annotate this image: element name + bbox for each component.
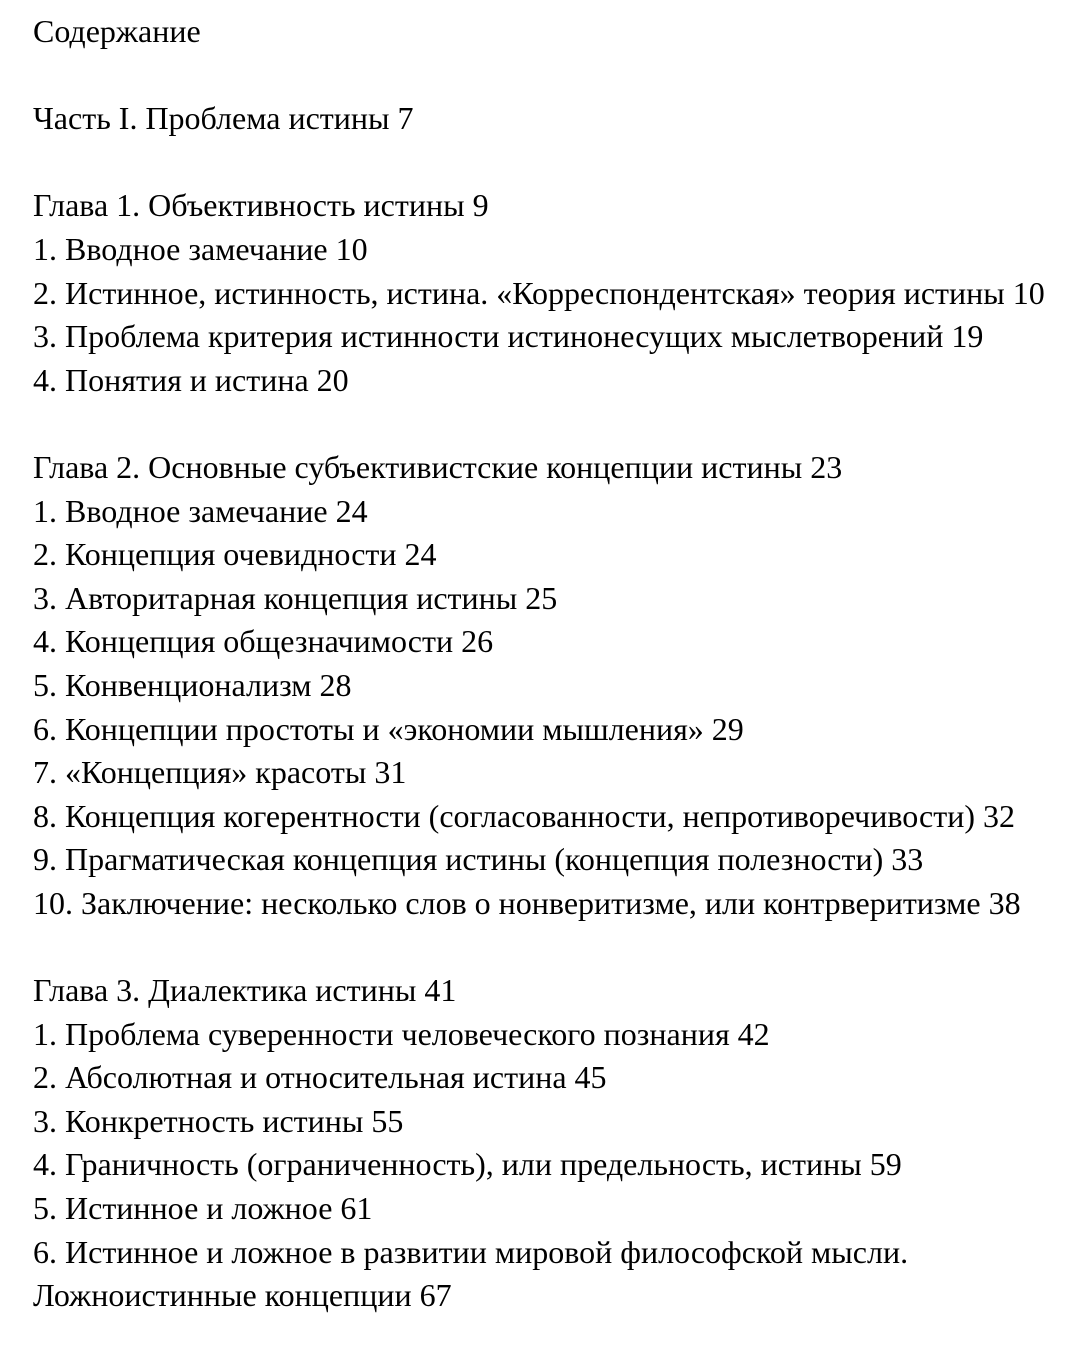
toc-chapter-heading: Глава 1. Объективность истины 9	[33, 187, 489, 224]
toc-entry: 3. Авторитарная концепция истины 25	[33, 579, 558, 616]
toc-lines	[33, 10, 1052, 1318]
toc-entry: 9. Прагматическая концепция истины (концепция полезности) 33	[33, 841, 924, 878]
toc-entry: 1. Вводное замечание 10	[33, 230, 368, 267]
toc-entry: 2. Концепция очевидности 24	[33, 536, 437, 573]
toc-chapter-heading: Глава 2. Основные субъективистские концепции истины 23	[33, 448, 843, 485]
toc-entry: 5. Конвенционализм 28	[33, 666, 352, 703]
blank-line	[33, 141, 1052, 185]
blank-line	[33, 402, 1052, 446]
toc-entry: 6. Концепции простоты и «экономии мышления» 29	[33, 710, 744, 747]
toc-entry: 10. Заключение: несколько слов о нонверитизме, или контрверитизме 38	[33, 884, 1021, 921]
toc-entry: 3. Проблема критерия истинности истинонесущих мыслетворений 19	[33, 318, 984, 355]
toc-title: Содержание	[33, 13, 201, 49]
toc-entry: 5. Истинное и ложное 61	[33, 1190, 373, 1227]
toc-entry: 1. Вводное замечание 24	[33, 492, 368, 529]
toc-chapter-heading: Глава 3. Диалектика истины 41	[33, 972, 457, 1009]
toc-entry: 3. Конкретность истины 55	[33, 1102, 404, 1139]
toc-part-heading: Часть I. Проблема истины 7	[33, 100, 414, 137]
toc-entry: 4. Концепция общезначимости 26	[33, 623, 494, 660]
blank-line	[33, 925, 1052, 969]
toc-entry: 4. Понятия и истина 20	[33, 361, 349, 398]
toc-entry: 2. Абсолютная и относительная истина 45	[33, 1059, 607, 1096]
toc-entry: 4. Граничность (ограниченность), или предельность, истины 59	[33, 1146, 902, 1183]
toc-entry: 2. Истинное, истинность, истина. «Корреспондентская» теория истины 10	[33, 274, 1045, 311]
toc-entry: 6. Истинное и ложное в развитии мировой философской мысли. Ложноистинные концепции 67	[33, 1233, 909, 1314]
toc-entry: 8. Концепция когерентности (согласованности, непротиворечивости) 32	[33, 797, 1015, 834]
toc-entry: 1. Проблема суверенности человеческого познания 42	[33, 1015, 770, 1052]
toc-entry: 7. «Концепция» красоты 31	[33, 754, 407, 791]
blank-line	[33, 54, 1052, 98]
